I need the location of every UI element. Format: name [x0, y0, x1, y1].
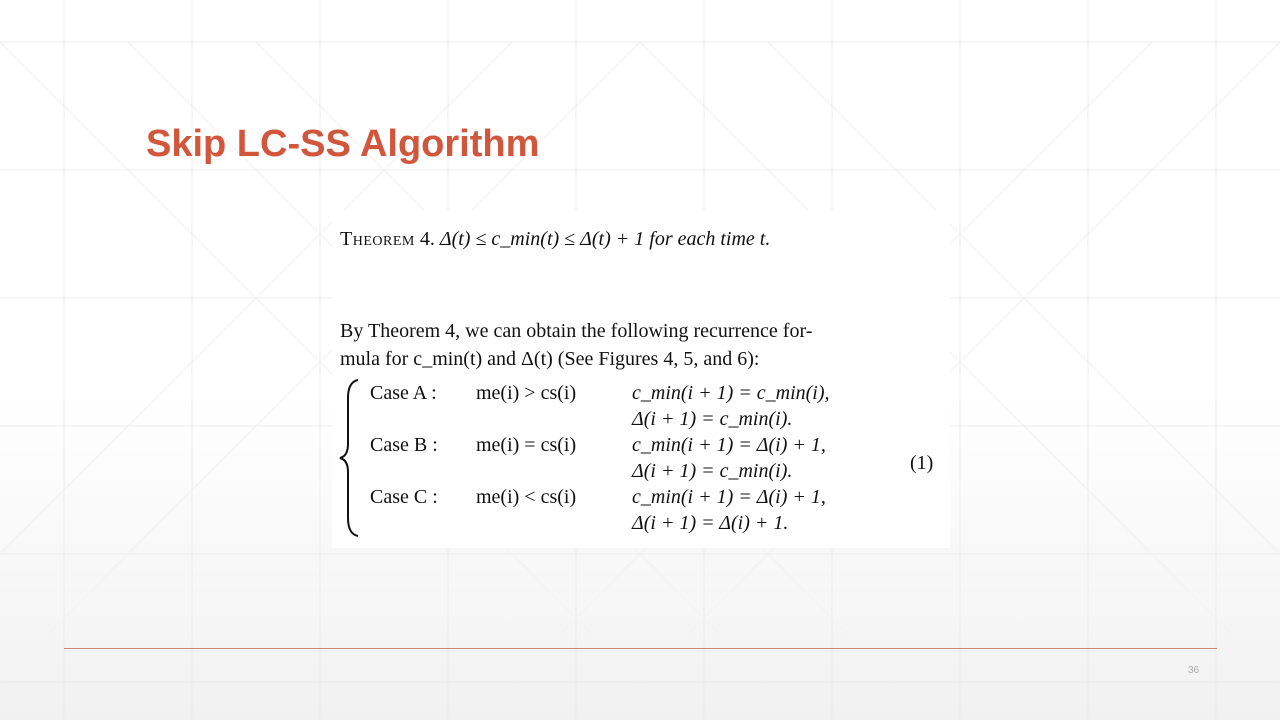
recurrence-intro-paragraph [340, 317, 940, 373]
case-equation-2: Δ(i + 1) = c_min(i). [632, 408, 793, 430]
theorem-text: Δ(t) ≤ c_min(t) ≤ Δ(t) + 1 for each time t. [439, 228, 771, 250]
footer-divider [64, 648, 1217, 649]
case-equation-2: Δ(i + 1) = c_min(i). [632, 460, 793, 482]
theorem-statement [340, 228, 770, 251]
equation-number: (1) [910, 452, 934, 474]
case-condition: me(i) > cs(i) [476, 382, 577, 404]
theorem-label: Theorem [340, 228, 415, 250]
case-equation-1: c_min(i + 1) = c_min(i), [632, 382, 830, 404]
case-equation-2: Δ(i + 1) = Δ(i) + 1. [632, 512, 789, 534]
left-brace [338, 378, 362, 538]
theorem-excerpt-image [332, 210, 950, 548]
paragraph-line-1: By Theorem 4, we can obtain the following recurrence for- [340, 320, 813, 342]
case-equation-1: c_min(i + 1) = Δ(i) + 1, [632, 434, 826, 456]
case-condition: me(i) = cs(i) [476, 434, 577, 456]
slide-title: Skip LC-SS Algorithm [146, 123, 540, 165]
case-equation-1: c_min(i + 1) = Δ(i) + 1, [632, 486, 826, 508]
case-label: Case B : [370, 434, 438, 456]
paragraph-line-2: mula for c_min(t) and Δ(t) (See Figures 4, 5, and 6): [340, 348, 760, 370]
page-number: 36 [1188, 665, 1200, 676]
theorem-number: 4. [419, 228, 435, 250]
case-condition: me(i) < cs(i) [476, 486, 577, 508]
case-label: Case C : [370, 486, 438, 508]
case-label: Case A : [370, 382, 437, 404]
